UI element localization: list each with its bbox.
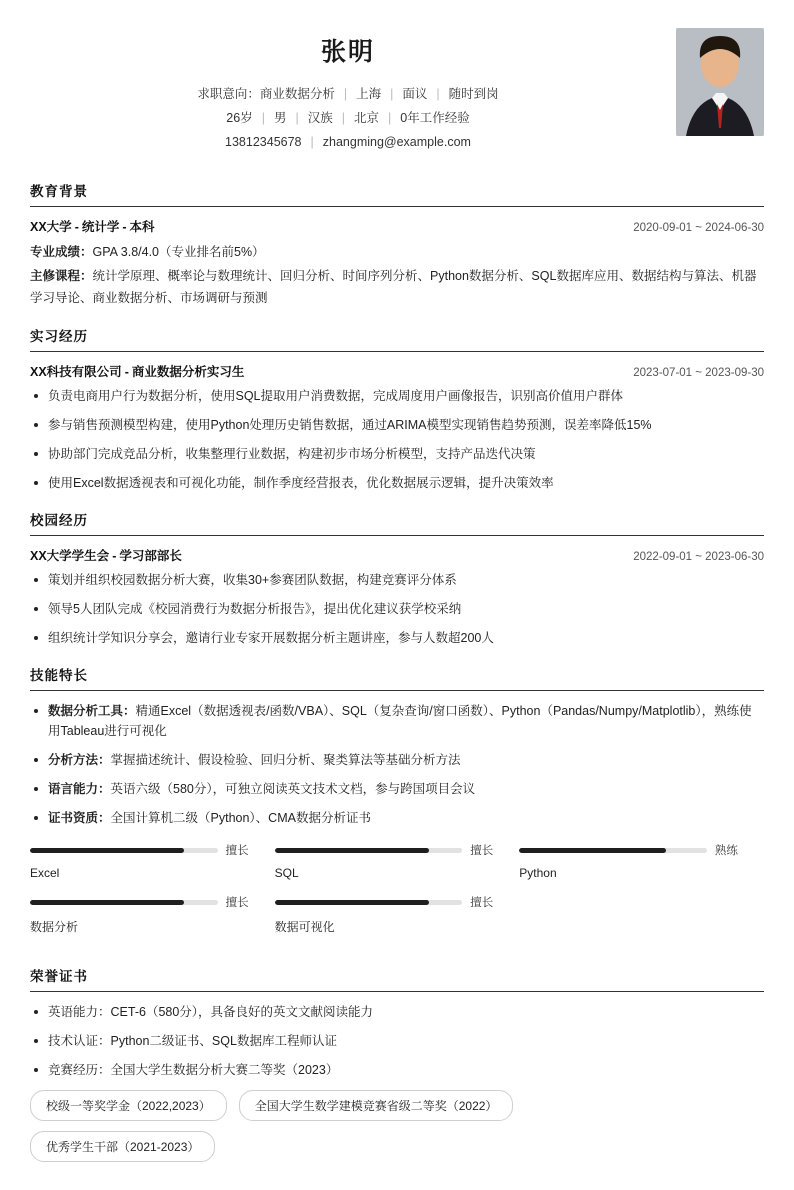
bar-row (30, 894, 249, 910)
honor-certification-label: 技术认证： (48, 1034, 111, 1048)
skill-bar-group (30, 842, 764, 949)
skill-bar-sql (275, 842, 520, 880)
list-item: 领导5人团队完成《校园消费行为数据分析报告》，提出优化建议获学校采纳 (30, 599, 764, 619)
meta-separator: | (295, 111, 299, 125)
honors-bullets (30, 1002, 764, 1080)
campus-entry (30, 546, 764, 648)
skill-bar-excel (30, 842, 275, 880)
list-item: 负责电商用户行为数据分析，使用SQL提取用户消费数据，完成周度用户画像报告，识别高价值用户群体 (30, 386, 764, 406)
avatar (676, 28, 764, 136)
header-text-block (30, 26, 666, 154)
bar-label: Excel (30, 866, 60, 880)
education-gpa (30, 241, 764, 263)
title-dash: - (112, 549, 117, 563)
school-name: XX大学 (30, 220, 72, 234)
list-item: 使用Excel数据透视表和可视化功能，制作季度经营报表，优化数据展示逻辑，提升决策效率 (30, 473, 764, 493)
title-dash: - (122, 220, 127, 234)
bar-row (275, 842, 494, 858)
entry-title (30, 362, 244, 380)
skills-bullets (30, 701, 764, 828)
bar-fill (275, 900, 429, 905)
honor-tag-group-2 (30, 1131, 764, 1172)
bar-level: 熟练 (714, 845, 738, 857)
phone-number: 13812345678 (225, 135, 302, 149)
bar-label: Python (519, 866, 557, 880)
skill-methods-value: 掌握描述统计、假设检验、回归分析、聚类算法等基础分析方法 (110, 753, 461, 767)
status-badge: 优秀学生干部（2021-2023） (30, 1131, 215, 1162)
list-item (30, 701, 764, 741)
honor-competition-label: 竞赛经历： (48, 1063, 111, 1077)
bar-fill (30, 848, 184, 853)
meta-separator: | (310, 135, 314, 149)
bar-row (30, 842, 249, 858)
list-item (30, 808, 764, 828)
major-name: 统计学 (81, 220, 120, 234)
entry-title (30, 217, 155, 235)
list-item (30, 779, 764, 799)
entry-head (30, 546, 764, 564)
meta-separator: | (390, 87, 394, 101)
skill-tools-label: 数据分析工具： (48, 704, 136, 718)
honor-language-label: 英语能力： (48, 1005, 111, 1019)
bar-fill (275, 848, 429, 853)
status-badge: 全国大学生数学建模竞赛省级二等奖（2022） (239, 1090, 514, 1121)
job-intent-value: 商业数据分析 (259, 87, 335, 101)
ethnicity: 汉族 (307, 111, 333, 125)
header-meta-line-3 (30, 130, 666, 154)
bar-track (275, 900, 463, 905)
bar-level: 擅长 (225, 897, 249, 909)
education-gpa-value: GPA 3.8/4.0（专业排名前5%） (92, 245, 265, 259)
honor-tag-group (30, 1090, 764, 1131)
internship-bullets (30, 386, 764, 493)
degree-name: 本科 (129, 220, 155, 234)
skill-bar-data-analysis (30, 894, 275, 935)
age: 26岁 (226, 111, 253, 125)
list-item (30, 750, 764, 770)
bar-level: 擅长 (470, 845, 494, 857)
title-dash: - (74, 220, 79, 234)
section-title-honors: 荣誉证书 (30, 965, 764, 992)
bar-track (519, 848, 707, 853)
internship-entry (30, 362, 764, 493)
skill-language-label: 语言能力： (48, 782, 111, 796)
education-courses-value: 统计学原理、概率论与数理统计、回归分析、时间序列分析、Python数据分析、SQL数据库应用、数据结构与算法、机器学习导论、商业数据分析、市场调研与预测 (30, 269, 757, 305)
bar-row (519, 842, 738, 858)
position-name: 商业数据分析实习生 (131, 365, 245, 379)
bar-fill (519, 848, 665, 853)
job-intent-label: 求职意向： (197, 87, 260, 101)
gender: 男 (273, 111, 287, 125)
honor-language-value: CET-6（580分），具备良好的英文文献阅读能力 (110, 1005, 374, 1019)
email-address: zhangming@example.com (322, 135, 471, 149)
entry-date: 2022-09-01 ~ 2023-06-30 (633, 551, 764, 563)
bar-level: 擅长 (225, 845, 249, 857)
skill-tools-value: 精通Excel（数据透视表/函数/VBA）、SQL（复杂查询/窗口函数）、Python（Pandas/Numpy/Matplotlib），熟练使用Tableau进行可视化 (48, 704, 752, 738)
section-title-education: 教育背景 (30, 180, 764, 207)
skill-certificate-label: 证书资质： (48, 811, 111, 825)
bar-track (30, 900, 218, 905)
list-item (30, 1031, 764, 1051)
campus-bullets (30, 570, 764, 648)
job-availability: 随时到岗 (448, 87, 499, 101)
meta-separator: | (388, 111, 392, 125)
honor-certification-value: Python二级证书、SQL数据库工程师认证 (110, 1034, 337, 1048)
entry-date: 2020-09-01 ~ 2024-06-30 (633, 222, 764, 234)
job-salary: 面议 (402, 87, 428, 101)
list-item (30, 1002, 764, 1022)
list-item: 参与销售预测模型构建，使用Python处理历史销售数据，通过ARIMA模型实现销售趋势预测，误差率降低15% (30, 415, 764, 435)
page-title: 张明 (320, 38, 375, 66)
list-item: 协助部门完成竞品分析，收集整理行业数据，构建初步市场分析模型，支持产品迭代决策 (30, 444, 764, 464)
section-title-internship: 实习经历 (30, 325, 764, 352)
skill-language-value: 英语六级（580分），可独立阅读英文技术文档，参与跨国项目会议 (110, 782, 476, 796)
portrait-icon (676, 28, 764, 136)
section-title-skills: 技能特长 (30, 664, 764, 691)
meta-separator: | (261, 111, 265, 125)
hometown: 北京 (353, 111, 379, 125)
skill-bar-data-visualization (275, 894, 520, 935)
bar-label: 数据分析 (30, 920, 79, 934)
role-name: 学习部部长 (119, 549, 182, 563)
bar-track (275, 848, 463, 853)
title-dash: - (124, 365, 129, 379)
work-experience: 0年工作经验 (400, 111, 470, 125)
education-gpa-label: 专业成绩： (30, 245, 93, 259)
bar-fill (30, 900, 184, 905)
job-city: 上海 (356, 87, 382, 101)
education-entry (30, 217, 764, 309)
bar-label: 数据可视化 (274, 920, 335, 934)
status-badge: 校级一等奖学金（2022,2023） (30, 1090, 227, 1121)
bar-row (275, 894, 494, 910)
honor-competition-value: 全国大学生数据分析大赛二等奖（2023） (110, 1063, 339, 1077)
education-courses-label: 主修课程： (30, 269, 93, 283)
entry-date: 2023-07-01 ~ 2023-09-30 (633, 367, 764, 379)
section-honors (30, 965, 764, 1172)
meta-separator: | (343, 87, 348, 101)
skill-bar-spacer (519, 894, 764, 935)
list-item: 组织统计学知识分享会，邀请行业专家开展数据分析主题讲座，参与人数超200人 (30, 628, 764, 648)
bar-track (30, 848, 218, 853)
meta-separator: | (436, 87, 440, 101)
skill-methods-label: 分析方法： (48, 753, 111, 767)
section-internship (30, 325, 764, 493)
company-name: XX科技有限公司 (30, 365, 122, 379)
bar-label: SQL (274, 866, 299, 880)
list-item (30, 1060, 764, 1080)
organization-name: XX大学学生会 (30, 549, 110, 563)
list-item: 策划并组织校园数据分析大赛，收集30+参赛团队数据，构建竞赛评分体系 (30, 570, 764, 590)
entry-head (30, 217, 764, 235)
bar-level: 擅长 (470, 897, 494, 909)
skill-certificate-value: 全国计算机二级（Python）、CMA数据分析证书 (110, 811, 371, 825)
header-meta-line-1 (30, 82, 666, 106)
entry-head (30, 362, 764, 380)
header-meta-line-2 (30, 106, 666, 130)
section-campus (30, 509, 764, 648)
section-education (30, 180, 764, 309)
resume-header (30, 22, 764, 164)
skill-bar-python (519, 842, 764, 880)
education-courses (30, 265, 764, 309)
meta-separator: | (341, 111, 345, 125)
section-title-campus: 校园经历 (30, 509, 764, 536)
entry-title (30, 546, 182, 564)
section-skills (30, 664, 764, 949)
